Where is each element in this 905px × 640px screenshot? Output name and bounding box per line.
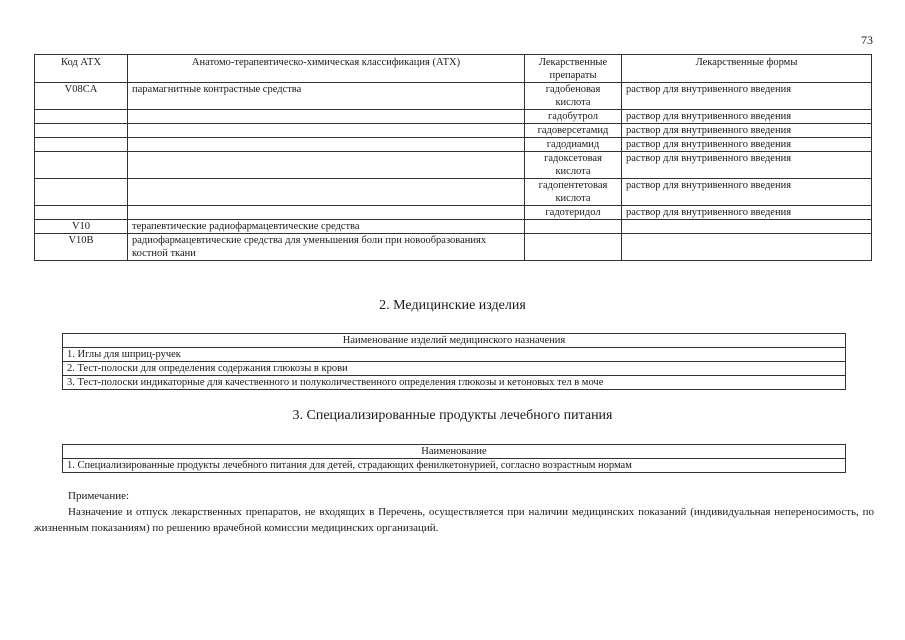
nutrition-header-row (63, 445, 846, 459)
atx-classification: парамагнитные контрастные средства (128, 83, 525, 110)
atx-table-header-row (35, 55, 872, 83)
atx-header-forms: Лекарственные формы (622, 55, 872, 83)
section-title-medical-devices: 2. Медицинские изделия (379, 298, 526, 313)
atx-header-code: Код АТХ (35, 55, 128, 83)
atx-code: V08CA (35, 83, 128, 110)
atx-drug: гадобеновая кислота (525, 83, 622, 110)
note-text: Назначение и отпуск лекарственных препаратов, не входящих в Перечень, осуществляется при наличии медицинских показаний (индивидуальная непереносимость, по жизненным показаниям) по решению врачебной комиссии медицинских организаций. (34, 506, 874, 534)
atx-header-classification: Анатомо-терапевтическо-химическая классификация (АТХ) (128, 55, 525, 83)
atx-drug: гадоксетовая кислота (525, 152, 622, 179)
table-row (35, 138, 872, 152)
atx-code (35, 152, 128, 179)
table-row (35, 110, 872, 124)
atx-form: раствор для внутривенного введения (622, 124, 872, 138)
atx-drug (525, 234, 622, 261)
section-title-nutrition: 3. Специализированные продукты лечебного питания (292, 408, 613, 423)
device-item: 3. Тест-полоски индикаторные для качественного и полуколичественного определения глюкозы и кетоновых тел в моче (63, 376, 846, 390)
atx-classification (128, 206, 525, 220)
atx-form: раствор для внутривенного введения (622, 110, 872, 124)
atx-code: V10B (35, 234, 128, 261)
atx-drug: гадодиамид (525, 138, 622, 152)
atx-drug: гадобутрол (525, 110, 622, 124)
table-row (35, 152, 872, 179)
table-row (63, 362, 846, 376)
nutrition-products-table (62, 444, 846, 473)
table-row (35, 124, 872, 138)
atx-classification (128, 124, 525, 138)
atx-table (34, 54, 872, 261)
atx-form (622, 220, 872, 234)
page-number: 73 (861, 33, 873, 47)
atx-code (35, 138, 128, 152)
table-row (35, 234, 872, 261)
atx-header-drugs: Лекарственные препараты (525, 55, 622, 83)
table-row (63, 376, 846, 390)
atx-classification: радиофармацевтические средства для уменьшения боли при новообразованиях костной ткани (128, 234, 525, 261)
table-row (63, 348, 846, 362)
nutrition-header: Наименование (63, 445, 846, 459)
device-item: 1. Иглы для шприц-ручек (63, 348, 846, 362)
device-item: 2. Тест-полоски для определения содержания глюкозы в крови (63, 362, 846, 376)
atx-drug (525, 220, 622, 234)
note-label: Примечание: (68, 490, 130, 502)
atx-form: раствор для внутривенного введения (622, 83, 872, 110)
atx-form: раствор для внутривенного введения (622, 138, 872, 152)
atx-drug: гадотеридол (525, 206, 622, 220)
atx-form: раствор для внутривенного введения (622, 152, 872, 179)
atx-code: V10 (35, 220, 128, 234)
table-row (35, 206, 872, 220)
atx-classification (128, 138, 525, 152)
table-row (35, 179, 872, 206)
medical-devices-table (62, 333, 846, 390)
devices-header-row (63, 334, 846, 348)
atx-classification (128, 110, 525, 124)
table-row (35, 220, 872, 234)
atx-drug: гадоверсетамид (525, 124, 622, 138)
atx-code (35, 206, 128, 220)
atx-code (35, 124, 128, 138)
atx-classification: терапевтические радиофармацевтические средства (128, 220, 525, 234)
nutrition-item: 1. Специализированные продукты лечебного питания для детей, страдающих фенилкетонурией, согласно возрастным нормам (63, 459, 846, 473)
atx-classification (128, 179, 525, 206)
atx-drug: гадопентетовая кислота (525, 179, 622, 206)
atx-form: раствор для внутривенного введения (622, 206, 872, 220)
atx-form (622, 234, 872, 261)
atx-form: раствор для внутривенного введения (622, 179, 872, 206)
atx-code (35, 110, 128, 124)
atx-code (35, 179, 128, 206)
atx-classification (128, 152, 525, 179)
table-row (63, 459, 846, 473)
devices-header: Наименование изделий медицинского назначения (63, 334, 846, 348)
table-row (35, 83, 872, 110)
